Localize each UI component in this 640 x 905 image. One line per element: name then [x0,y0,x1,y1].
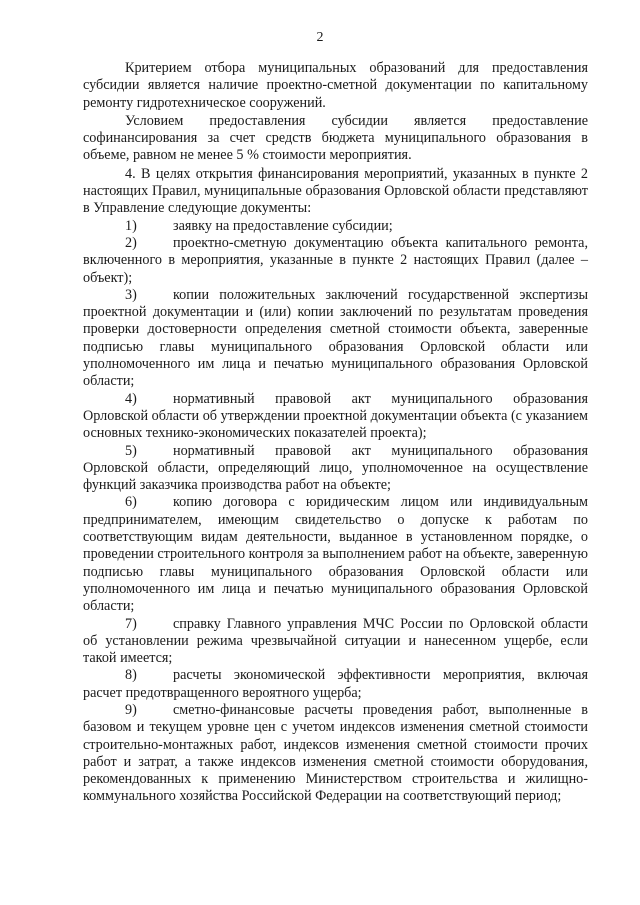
document-body [83,60,588,806]
list-item-text: нормативный правовой акт муниципального образования Орловской области, определяющий лицо, уполномоченное на осуществление функций заказчика производства работ на объекте; [83,442,588,494]
list-item-text: копию договора с юридическим лицом или индивидуальным предпринимателем, имеющим свидетельство о допуске к работам по соответствующим видам деятельности, выданное в установленном порядке, о проведении строительного контроля за выполнением работ на объекте, заверенную подписью главы муниципального образования Орловской области или уполномоченного им лица и печатью муниципального образования Орловской области; [83,494,588,615]
paragraph-criterion: Критерием отбора муниципальных образований для предоставления субсидии является наличие проектно-сметной документации по капитальному ремонту гидротехническое сооружений. [83,60,588,111]
list-item-text: справку Главного управления МЧС России по Орловской области об установлении режима чрезвычайной ситуации и нанесенном ущербе, если такой имеется; [83,615,588,667]
list-item-text: заявку на предоставление субсидии; [173,217,393,234]
list-item-text: сметно-финансовые расчеты проведения работ, выполненные в базовом и текущем уровне цен с учетом индексов изменения сметной стоимости строительно-монтажных работ, индексов изменения сметной стоимости прочих работ и затрат, а также индексов изменения сметной стоимости оборудования, рекомендованных к применению Министерством строительства и жилищно-коммунального хозяйства Российской Федерации на соответствующий период; [83,701,588,805]
list-item [83,494,588,615]
list-item-text: копии положительных заключений государственной экспертизы проектной документации и (или) копии заключений по результатам проведения проверки достоверности определения сметной стоимости объекта, заверенные подписью главы муниципального образования Орловской области или уполномоченного им лица и печатью муниципального образования Орловской области; [83,286,588,390]
list-item [83,391,588,443]
paragraph-condition: Условием предоставления субсидии является предоставление софинансирования за счет средств бюджета муниципального образования в объеме, равном не менее 5 % стоимости мероприятия. [83,112,588,164]
list-item [83,616,588,668]
list-item [83,702,588,806]
list-item [83,287,588,391]
list-item-number: 8) [125,667,137,684]
page-number: 2 [316,30,324,45]
list-item-number: 4) [125,390,137,407]
list-item-number: 3) [125,286,137,303]
list-item [83,235,588,287]
list-item-number: 6) [125,494,137,511]
list-item-number: 5) [125,442,137,459]
list-item [83,667,588,702]
list-item [83,218,588,235]
list-item-number: 9) [125,701,137,718]
paragraph-point-4: 4. В целях открытия финансирования мероприятий, указанных в пункте 2 настоящих Правил, муниципальные образования Орловской области представляют в Управление следующие документы: [83,165,588,217]
list-item-number: 2) [125,234,137,251]
list-item-text: нормативный правовой акт муниципального образования Орловской области об утверждении проектной документации объекта (с указанием основных технико-экономических показателей проекта); [83,390,588,442]
list-item [83,443,588,495]
list-item-number: 7) [125,615,137,632]
list-item-number: 1) [125,217,137,234]
list-item-text: проектно-сметную документацию объекта капитального ремонта, включенного в мероприятия, указанные в пункте 2 настоящих Правил (далее – объект); [83,234,588,286]
list-item-text: расчеты экономической эффективности мероприятия, включая расчет предотвращенного вероятного ущерба; [83,667,588,701]
